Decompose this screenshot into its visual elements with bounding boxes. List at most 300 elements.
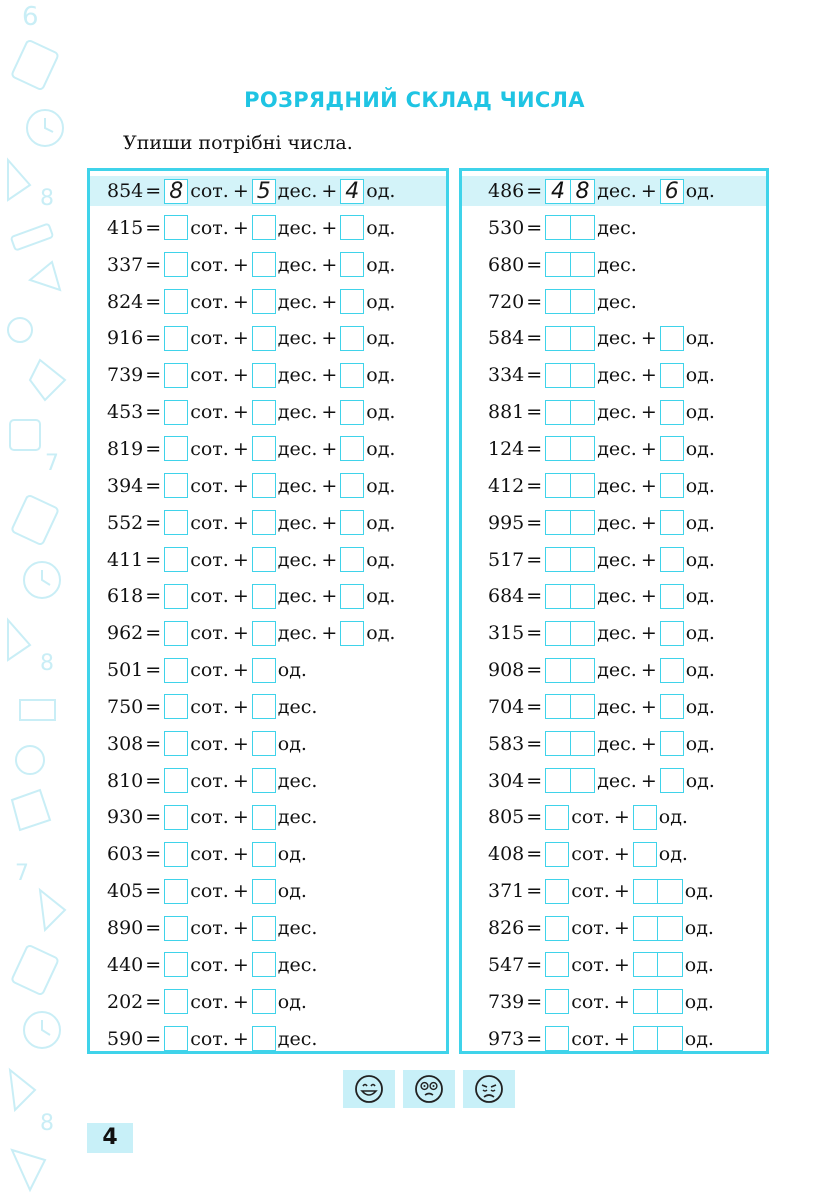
unit-ones: од. bbox=[685, 659, 715, 682]
answer-box[interactable] bbox=[252, 731, 276, 756]
answer-box[interactable] bbox=[340, 400, 364, 425]
unit-tens: дес. bbox=[277, 769, 318, 792]
plus-sign: + bbox=[613, 880, 630, 903]
double-answer-box[interactable] bbox=[545, 289, 595, 314]
answer-box[interactable] bbox=[164, 1026, 188, 1051]
unit-tens: дес. bbox=[597, 216, 637, 239]
answer-box[interactable] bbox=[164, 584, 188, 609]
answer-box[interactable] bbox=[164, 215, 188, 240]
answer-box[interactable] bbox=[340, 436, 364, 461]
answer-box[interactable] bbox=[545, 952, 569, 977]
unit-hundreds: сот. bbox=[190, 474, 229, 497]
plus-sign: + bbox=[321, 511, 338, 534]
answer-box[interactable]: 5 bbox=[252, 179, 276, 204]
svg-text:7: 7 bbox=[15, 861, 29, 886]
unit-tens: дес. bbox=[597, 695, 637, 718]
unit-ones: од. bbox=[685, 364, 715, 387]
equals-sign: = bbox=[526, 364, 543, 387]
answer-box[interactable] bbox=[164, 842, 188, 867]
answer-box[interactable] bbox=[545, 1026, 569, 1051]
number: 411 bbox=[107, 548, 144, 571]
unit-tens: дес. bbox=[597, 401, 637, 424]
answer-box[interactable] bbox=[340, 510, 364, 535]
exercise-row bbox=[462, 729, 766, 759]
number: 547 bbox=[488, 953, 525, 976]
unit-hundreds: сот. bbox=[190, 216, 229, 239]
equals-sign: = bbox=[526, 548, 543, 571]
plus-sign: + bbox=[640, 585, 657, 608]
answer-box[interactable] bbox=[252, 252, 276, 277]
answer-box[interactable] bbox=[340, 363, 364, 388]
answer-box[interactable] bbox=[660, 436, 684, 461]
answer-box[interactable] bbox=[545, 916, 569, 941]
exercise-row bbox=[462, 1024, 766, 1054]
exercise-row bbox=[462, 987, 766, 1017]
number: 337 bbox=[107, 253, 144, 276]
answer-box[interactable] bbox=[252, 363, 276, 388]
plus-sign: + bbox=[613, 843, 630, 866]
svg-text:7: 7 bbox=[45, 451, 59, 476]
unit-hundreds: сот. bbox=[190, 401, 229, 424]
answer-box[interactable] bbox=[252, 547, 276, 572]
plus-sign: + bbox=[321, 253, 338, 276]
answer-box[interactable] bbox=[164, 694, 188, 719]
plus-sign: + bbox=[321, 437, 338, 460]
equals-sign: = bbox=[145, 364, 162, 387]
double-answer-box[interactable] bbox=[545, 658, 595, 683]
unit-tens: дес. bbox=[277, 622, 318, 645]
number: 408 bbox=[488, 843, 525, 866]
unit-hundreds: сот. bbox=[190, 511, 229, 534]
exercise-row bbox=[90, 471, 446, 501]
double-answer-box[interactable] bbox=[545, 215, 595, 240]
unit-hundreds: сот. bbox=[190, 253, 229, 276]
right-exercise-panel bbox=[459, 168, 769, 1054]
number: 315 bbox=[488, 622, 525, 645]
equals-sign: = bbox=[145, 253, 162, 276]
answer-box[interactable] bbox=[660, 658, 684, 683]
equals-sign: = bbox=[526, 585, 543, 608]
unit-ones: од. bbox=[366, 327, 396, 350]
unit-hundreds: сот. bbox=[190, 548, 229, 571]
double-answer-box[interactable] bbox=[633, 916, 683, 941]
double-answer-box[interactable] bbox=[633, 879, 683, 904]
equals-sign: = bbox=[145, 659, 162, 682]
number: 819 bbox=[107, 437, 144, 460]
answer-box[interactable] bbox=[252, 621, 276, 646]
exercise-row bbox=[90, 876, 446, 906]
number: 930 bbox=[107, 806, 144, 829]
equals-sign: = bbox=[145, 990, 162, 1013]
double-answer-box[interactable]: 4 8 bbox=[545, 179, 595, 204]
equals-sign: = bbox=[526, 769, 543, 792]
answer-box[interactable] bbox=[164, 289, 188, 314]
exercise-row bbox=[462, 545, 766, 575]
double-answer-box[interactable] bbox=[545, 436, 595, 461]
equals-sign: = bbox=[145, 401, 162, 424]
unit-hundreds: сот. bbox=[190, 437, 229, 460]
exercise-row bbox=[90, 950, 446, 980]
unit-tens: дес. bbox=[597, 290, 637, 313]
unit-ones: од. bbox=[366, 585, 396, 608]
unit-ones: од. bbox=[685, 732, 715, 755]
answer-box[interactable]: 6 bbox=[660, 179, 684, 204]
unit-ones: од. bbox=[684, 990, 714, 1013]
unit-tens: дес. bbox=[277, 474, 318, 497]
answer-box[interactable] bbox=[164, 989, 188, 1014]
equals-sign: = bbox=[526, 216, 543, 239]
double-answer-box[interactable] bbox=[545, 326, 595, 351]
answer-box[interactable] bbox=[340, 289, 364, 314]
equals-sign: = bbox=[526, 511, 543, 534]
answer-box[interactable] bbox=[660, 694, 684, 719]
plus-sign: + bbox=[232, 401, 249, 424]
unit-hundreds: сот. bbox=[571, 953, 610, 976]
plus-sign: + bbox=[232, 917, 249, 939]
answer-box[interactable] bbox=[164, 510, 188, 535]
exercise-row bbox=[462, 802, 766, 832]
unit-ones: од. bbox=[366, 180, 396, 202]
double-answer-box[interactable] bbox=[545, 584, 595, 609]
double-answer-box[interactable] bbox=[545, 694, 595, 719]
unit-hundreds: сот. bbox=[571, 917, 610, 939]
exercise-row bbox=[462, 471, 766, 501]
double-answer-box[interactable] bbox=[545, 252, 595, 277]
plus-sign: + bbox=[232, 253, 249, 276]
plus-sign: + bbox=[232, 659, 249, 682]
unit-tens: дес. bbox=[277, 511, 318, 534]
answer-box[interactable] bbox=[660, 510, 684, 535]
number: 440 bbox=[107, 953, 144, 976]
svg-text:8: 8 bbox=[40, 651, 54, 676]
plus-sign: + bbox=[232, 364, 249, 387]
exercise-row bbox=[90, 434, 446, 464]
unit-tens: дес. bbox=[597, 622, 637, 645]
exercise-row bbox=[90, 913, 446, 943]
exercise-row bbox=[462, 508, 766, 538]
answer-box[interactable] bbox=[252, 916, 276, 941]
unit-ones: од. bbox=[684, 1027, 714, 1050]
plus-sign: + bbox=[232, 695, 249, 718]
answer-box[interactable] bbox=[252, 289, 276, 314]
number: 739 bbox=[488, 990, 525, 1013]
answer-box[interactable] bbox=[660, 547, 684, 572]
unit-tens: дес. bbox=[277, 585, 318, 608]
number: 530 bbox=[488, 216, 525, 239]
unit-tens: дес. bbox=[277, 695, 318, 718]
exercise-row bbox=[90, 618, 446, 648]
plus-sign: + bbox=[613, 1027, 630, 1050]
page-title: РОЗРЯДНИЙ СКЛАД ЧИСЛА bbox=[244, 88, 585, 112]
thinking-face-icon[interactable] bbox=[403, 1070, 455, 1108]
number: 405 bbox=[107, 880, 144, 903]
answer-box[interactable] bbox=[545, 842, 569, 867]
answer-box[interactable] bbox=[164, 621, 188, 646]
plus-sign: + bbox=[613, 917, 630, 939]
answer-box[interactable] bbox=[164, 916, 188, 941]
plus-sign: + bbox=[232, 180, 249, 202]
answer-box[interactable] bbox=[164, 768, 188, 793]
exercise-row bbox=[90, 360, 446, 390]
unit-tens: дес. bbox=[597, 511, 637, 534]
unit-tens: дес. bbox=[597, 769, 637, 792]
answer-box[interactable] bbox=[340, 547, 364, 572]
unit-hundreds: сот. bbox=[190, 843, 229, 866]
unit-ones: од. bbox=[366, 364, 396, 387]
answer-box[interactable] bbox=[252, 436, 276, 461]
answer-box[interactable] bbox=[252, 584, 276, 609]
number: 995 bbox=[488, 511, 525, 534]
double-answer-box[interactable] bbox=[545, 768, 595, 793]
smiling-face-icon[interactable] bbox=[343, 1070, 395, 1108]
answer-box[interactable] bbox=[164, 326, 188, 351]
number: 501 bbox=[107, 659, 144, 682]
unit-ones: од. bbox=[366, 253, 396, 276]
equals-sign: = bbox=[145, 732, 162, 755]
unit-tens: дес. bbox=[277, 917, 318, 939]
number: 412 bbox=[488, 474, 525, 497]
equals-sign: = bbox=[145, 474, 162, 497]
unit-ones: од. bbox=[685, 180, 715, 202]
answer-box[interactable] bbox=[164, 363, 188, 388]
answer-box[interactable] bbox=[252, 805, 276, 830]
answer-box[interactable] bbox=[340, 473, 364, 498]
answer-box[interactable] bbox=[252, 215, 276, 240]
answer-box[interactable] bbox=[340, 584, 364, 609]
exercise-row bbox=[462, 839, 766, 869]
answer-box[interactable] bbox=[164, 547, 188, 572]
plus-sign: + bbox=[232, 216, 249, 239]
answer-box[interactable] bbox=[252, 658, 276, 683]
unit-hundreds: сот. bbox=[190, 732, 229, 755]
double-answer-box[interactable] bbox=[633, 952, 683, 977]
answer-box[interactable] bbox=[660, 326, 684, 351]
instruction-text: Упиши потрібні числа. bbox=[123, 132, 353, 154]
equals-sign: = bbox=[145, 917, 162, 939]
number: 517 bbox=[488, 548, 525, 571]
answer-box[interactable] bbox=[252, 510, 276, 535]
equals-sign: = bbox=[145, 585, 162, 608]
answer-box[interactable] bbox=[252, 326, 276, 351]
answer-box[interactable] bbox=[252, 768, 276, 793]
equals-sign: = bbox=[145, 622, 162, 645]
answer-box[interactable] bbox=[340, 215, 364, 240]
equals-sign: = bbox=[145, 548, 162, 571]
plus-sign: + bbox=[640, 474, 657, 497]
double-answer-box[interactable] bbox=[545, 473, 595, 498]
answer-box[interactable] bbox=[164, 952, 188, 977]
equals-sign: = bbox=[526, 806, 543, 829]
exercise-row bbox=[90, 213, 446, 243]
number: 973 bbox=[488, 1027, 525, 1050]
answer-box[interactable] bbox=[252, 952, 276, 977]
unit-hundreds: сот. bbox=[190, 806, 229, 829]
answer-box[interactable] bbox=[164, 805, 188, 830]
exercise-row bbox=[90, 766, 446, 796]
answer-box[interactable] bbox=[164, 658, 188, 683]
answer-box[interactable] bbox=[660, 768, 684, 793]
unit-ones: од. bbox=[685, 695, 715, 718]
exercise-row bbox=[462, 581, 766, 611]
svg-text:6: 6 bbox=[22, 2, 39, 32]
answer-box[interactable] bbox=[340, 326, 364, 351]
unit-ones: од. bbox=[366, 290, 396, 313]
exercise-row bbox=[90, 802, 446, 832]
unit-hundreds: сот. bbox=[571, 880, 610, 903]
unit-ones: од. bbox=[277, 990, 307, 1013]
double-answer-box[interactable] bbox=[545, 621, 595, 646]
unit-ones: од. bbox=[658, 843, 688, 866]
svg-text:8: 8 bbox=[40, 186, 54, 211]
self-assessment-faces bbox=[343, 1070, 515, 1108]
plus-sign: + bbox=[232, 880, 249, 903]
equals-sign: = bbox=[526, 437, 543, 460]
number: 854 bbox=[107, 180, 144, 202]
answer-box[interactable] bbox=[633, 842, 657, 867]
unit-ones: од. bbox=[685, 769, 715, 792]
answer-box[interactable] bbox=[252, 400, 276, 425]
answer-box[interactable] bbox=[660, 731, 684, 756]
plus-sign: + bbox=[232, 622, 249, 645]
page-number: 4 bbox=[87, 1123, 133, 1153]
exercise-row bbox=[462, 766, 766, 796]
plus-sign: + bbox=[640, 695, 657, 718]
plus-sign: + bbox=[613, 953, 630, 976]
answer-box[interactable] bbox=[252, 694, 276, 719]
unit-tens: дес. bbox=[597, 253, 637, 276]
answer-box[interactable] bbox=[545, 879, 569, 904]
unit-tens: дес. bbox=[277, 364, 318, 387]
double-answer-box[interactable] bbox=[633, 1026, 683, 1051]
answer-box[interactable] bbox=[164, 879, 188, 904]
unit-hundreds: сот. bbox=[190, 290, 229, 313]
equals-sign: = bbox=[526, 180, 543, 202]
exercise-row bbox=[462, 213, 766, 243]
unit-ones: од. bbox=[684, 953, 714, 976]
plus-sign: + bbox=[232, 953, 249, 976]
answer-box[interactable] bbox=[545, 989, 569, 1014]
plus-sign: + bbox=[640, 437, 657, 460]
unit-ones: од. bbox=[685, 401, 715, 424]
plus-sign: + bbox=[640, 732, 657, 755]
unit-tens: дес. bbox=[277, 437, 318, 460]
answer-box[interactable] bbox=[660, 473, 684, 498]
unit-hundreds: сот. bbox=[190, 880, 229, 903]
answer-box[interactable] bbox=[660, 621, 684, 646]
exercise-row bbox=[462, 618, 766, 648]
plus-sign: + bbox=[640, 364, 657, 387]
number: 824 bbox=[107, 290, 144, 313]
number: 453 bbox=[107, 401, 144, 424]
answer-box[interactable] bbox=[252, 989, 276, 1014]
double-answer-box[interactable] bbox=[545, 547, 595, 572]
svg-text:8: 8 bbox=[40, 1111, 54, 1136]
equals-sign: = bbox=[526, 474, 543, 497]
unit-hundreds: сот. bbox=[571, 1027, 610, 1050]
exercise-row bbox=[90, 508, 446, 538]
number: 881 bbox=[488, 401, 525, 424]
exercise-row bbox=[90, 839, 446, 869]
number: 750 bbox=[107, 695, 144, 718]
answer-box[interactable]: 4 bbox=[340, 179, 364, 204]
unit-hundreds: сот. bbox=[571, 806, 610, 829]
plus-sign: + bbox=[321, 180, 338, 202]
answer-box[interactable] bbox=[164, 436, 188, 461]
left-exercise-panel bbox=[87, 168, 449, 1054]
answer-box[interactable] bbox=[633, 805, 657, 830]
number: 583 bbox=[488, 732, 525, 755]
number: 908 bbox=[488, 659, 525, 682]
exercise-row bbox=[90, 287, 446, 317]
answer-box[interactable] bbox=[252, 1026, 276, 1051]
plus-sign: + bbox=[321, 327, 338, 350]
answer-box[interactable] bbox=[340, 621, 364, 646]
double-answer-box[interactable] bbox=[545, 363, 595, 388]
plus-sign: + bbox=[640, 401, 657, 424]
answer-box[interactable] bbox=[164, 473, 188, 498]
unit-ones: од. bbox=[366, 216, 396, 239]
double-answer-box[interactable] bbox=[545, 400, 595, 425]
number: 590 bbox=[107, 1027, 144, 1050]
number: 684 bbox=[488, 585, 525, 608]
exercise-row bbox=[90, 323, 446, 353]
answer-box[interactable] bbox=[660, 400, 684, 425]
equals-sign: = bbox=[526, 695, 543, 718]
equals-sign: = bbox=[526, 622, 543, 645]
number: 890 bbox=[107, 917, 144, 939]
answer-box[interactable] bbox=[252, 473, 276, 498]
answer-box[interactable] bbox=[252, 842, 276, 867]
unit-tens: дес. bbox=[277, 290, 318, 313]
answer-box[interactable] bbox=[660, 363, 684, 388]
answer-box[interactable] bbox=[545, 805, 569, 830]
answer-box[interactable]: 8 bbox=[164, 179, 188, 204]
plus-sign: + bbox=[321, 585, 338, 608]
unit-tens: дес. bbox=[597, 548, 637, 571]
answer-box[interactable] bbox=[164, 400, 188, 425]
answer-box[interactable] bbox=[164, 731, 188, 756]
unit-tens: дес. bbox=[597, 437, 637, 460]
number: 739 bbox=[107, 364, 144, 387]
number: 810 bbox=[107, 769, 144, 792]
plus-sign: + bbox=[640, 659, 657, 682]
answer-box[interactable] bbox=[660, 584, 684, 609]
equals-sign: = bbox=[145, 880, 162, 903]
number: 962 bbox=[107, 622, 144, 645]
unit-tens: дес. bbox=[277, 253, 318, 276]
answer-box[interactable] bbox=[252, 879, 276, 904]
answer-box[interactable] bbox=[164, 252, 188, 277]
unit-ones: од. bbox=[277, 659, 307, 682]
double-answer-box[interactable] bbox=[545, 731, 595, 756]
plus-sign: + bbox=[232, 327, 249, 350]
answer-box[interactable] bbox=[340, 252, 364, 277]
plus-sign: + bbox=[232, 290, 249, 313]
exercise-row bbox=[462, 913, 766, 943]
unit-hundreds: сот. bbox=[571, 990, 610, 1013]
exercise-row bbox=[90, 655, 446, 685]
equals-sign: = bbox=[145, 1027, 162, 1050]
unit-tens: дес. bbox=[277, 806, 318, 829]
double-answer-box[interactable] bbox=[633, 989, 683, 1014]
equals-sign: = bbox=[145, 437, 162, 460]
sad-face-icon[interactable] bbox=[463, 1070, 515, 1108]
double-answer-box[interactable] bbox=[545, 510, 595, 535]
unit-tens: дес. bbox=[597, 180, 637, 202]
equals-sign: = bbox=[145, 695, 162, 718]
equals-sign: = bbox=[526, 917, 543, 939]
number: 415 bbox=[107, 216, 144, 239]
